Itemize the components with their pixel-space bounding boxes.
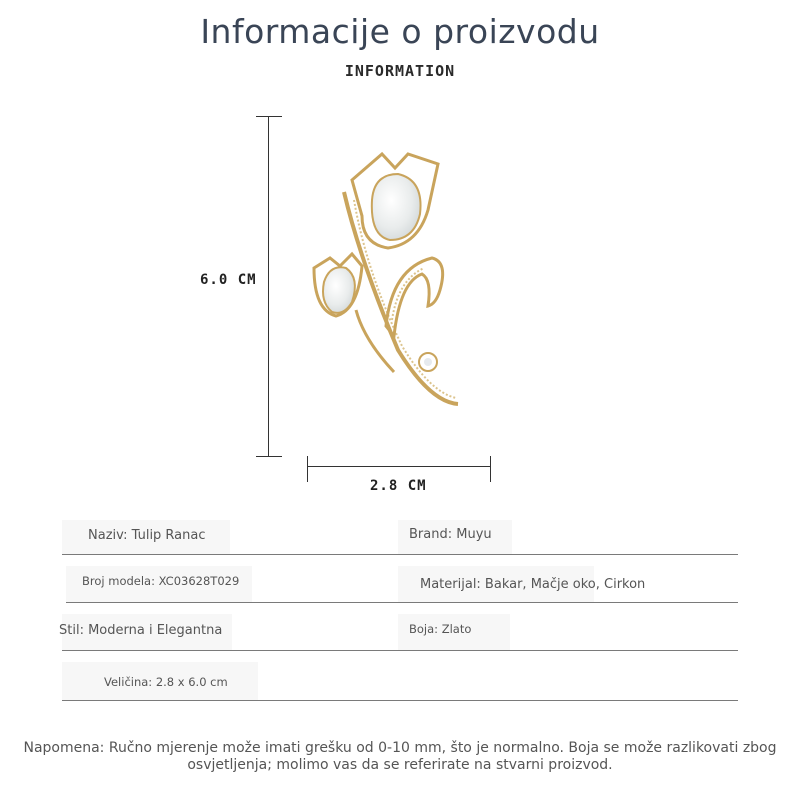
spec-row-divider — [62, 554, 738, 555]
height-measure-top-tick — [256, 116, 282, 117]
width-measure-left-tick — [307, 456, 308, 482]
spec-color: Boja: Zlato — [409, 622, 472, 636]
spec-model: Broj modela: XC03628T029 — [82, 574, 240, 588]
spec-size: Veličina: 2.8 x 6.0 cm — [104, 675, 228, 689]
spec-row-divider — [66, 602, 738, 603]
spec-material: Materijal: Bakar, Mačje oko, Cirkon — [420, 577, 646, 592]
width-label: 2.8 CM — [370, 478, 427, 494]
spec-row-divider — [62, 700, 738, 701]
height-measure-line — [268, 116, 269, 456]
spec-name: Naziv: Tulip Ranac — [88, 528, 206, 543]
height-measure-bottom-tick — [256, 456, 282, 457]
disclaimer-note: Napomena: Ručno mjerenje može imati grešku od 0-10 mm, što je normalno. Boja se može razlikovati zbog osvjetljenja; molimo vas da se referirate na stvarni proizvod. — [23, 740, 777, 773]
page-subtitle: INFORMATION — [344, 62, 456, 80]
tulip-brooch-image — [300, 140, 480, 420]
spec-row-divider — [62, 650, 738, 651]
width-measure-right-tick — [490, 456, 491, 482]
height-label: 6.0 CM — [200, 272, 257, 288]
spec-brand: Brand: Muyu — [409, 527, 492, 542]
width-measure-line — [307, 466, 490, 467]
spec-style: Stil: Moderna i Elegantna — [59, 623, 223, 638]
page-title: Informacije o proizvodu — [200, 12, 600, 51]
